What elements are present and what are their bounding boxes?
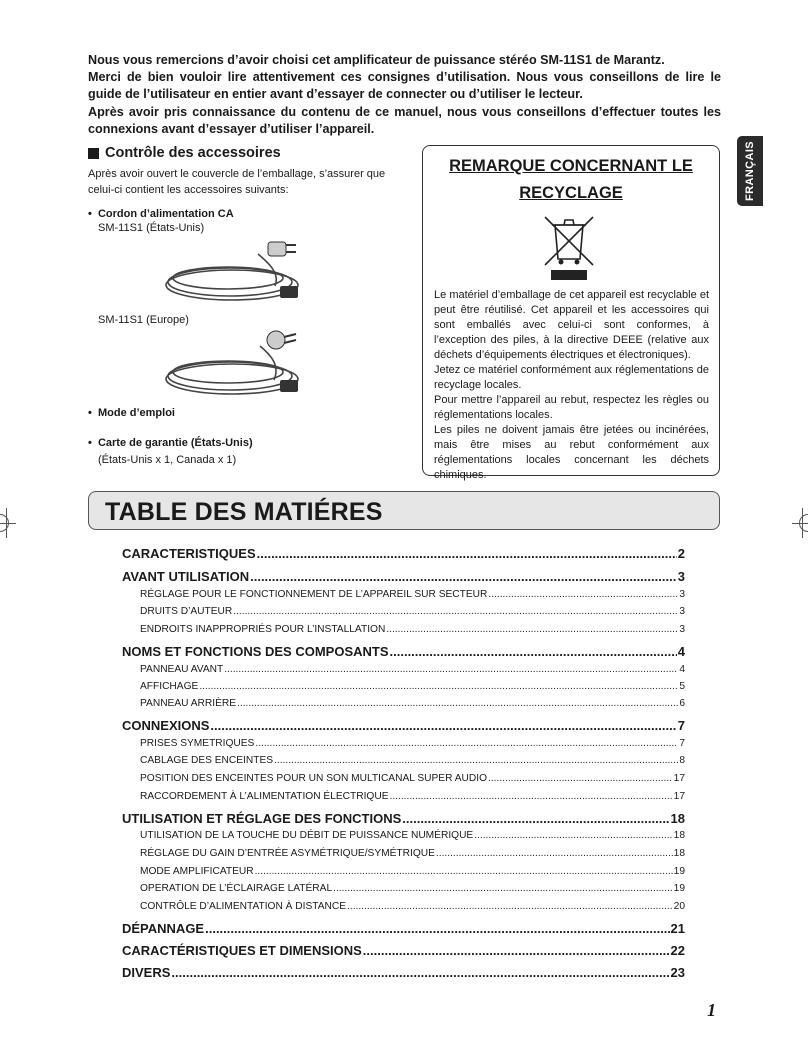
toc-leader bbox=[386, 624, 678, 635]
toc-entry-page: 4 bbox=[679, 664, 685, 675]
toc-entry-page: 18 bbox=[670, 811, 685, 826]
toc-subentry[interactable] bbox=[140, 755, 685, 766]
toc-entry-title: CABLAGE DES ENCEINTES bbox=[140, 755, 274, 766]
toc-leader bbox=[436, 848, 673, 859]
toc-subentry[interactable] bbox=[140, 883, 685, 894]
cord-eu-label: SM-11S1 (Europe) bbox=[98, 314, 189, 326]
square-bullet-icon bbox=[88, 148, 99, 159]
cord-us-label: SM-11S1 (États-Unis) bbox=[98, 222, 205, 234]
toc-subentry[interactable] bbox=[140, 901, 685, 912]
toc-leader bbox=[205, 921, 669, 936]
accessory-item: • Cordon d’alimentation CA bbox=[88, 208, 234, 220]
toc-leader bbox=[402, 811, 669, 826]
toc-entry-page: 20 bbox=[673, 901, 685, 912]
accessory-item-manual: • Mode d’emploi bbox=[88, 407, 175, 419]
manual-label: Mode d’emploi bbox=[97, 407, 175, 419]
accessories-section bbox=[88, 145, 398, 236]
toc-entry[interactable] bbox=[122, 965, 685, 980]
toc-entry-page: 23 bbox=[670, 965, 685, 980]
toc-subentry[interactable] bbox=[140, 866, 685, 877]
toc-entry-page: 5 bbox=[679, 681, 685, 692]
toc-entry-page: 19 bbox=[673, 883, 685, 894]
toc-subentry[interactable] bbox=[140, 791, 685, 802]
toc-entry-title: AFFICHAGE bbox=[140, 681, 199, 692]
toc-entry-page: 8 bbox=[679, 755, 685, 766]
toc-entry-title: DIVERS bbox=[122, 965, 171, 980]
recycling-notice-box bbox=[422, 145, 720, 481]
toc-leader bbox=[255, 866, 673, 877]
toc-leader bbox=[171, 965, 669, 980]
toc-entry-title: PANNEAU ARRIÈRE bbox=[140, 698, 237, 709]
toc-leader bbox=[474, 830, 672, 841]
toc-entry-title: PRISES SYMETRIQUES bbox=[140, 738, 255, 749]
toc-entry-title: OPERATION DE L’ÉCLAIRAGE LATÉRAL bbox=[140, 883, 333, 894]
toc-entry-page: 19 bbox=[673, 866, 685, 877]
toc-entry-page: 22 bbox=[670, 943, 685, 958]
toc-entry-title: POSITION DES ENCEINTES POUR UN SON MULTICANAL SUPER AUDIO bbox=[140, 773, 487, 784]
toc-entry-page: 3 bbox=[677, 569, 685, 584]
intro-paragraph: Après avoir pris connaissance du contenu de ce manuel, nous vous conseillons d’effectuer toutes les connexions avant d’essayer d’utiliser l’appareil. bbox=[88, 104, 721, 136]
language-tab-label: FRANÇAIS bbox=[744, 140, 756, 202]
power-cord-us-image bbox=[150, 234, 310, 306]
toc-header bbox=[88, 491, 720, 530]
toc-entry-page: 7 bbox=[677, 718, 685, 733]
toc-entry-title: ENDROITS INAPPROPRIÉS POUR L’INSTALLATION bbox=[140, 624, 386, 635]
page-number: 1 bbox=[707, 1000, 716, 1020]
cord-label: Cordon d’alimentation CA bbox=[97, 208, 234, 220]
toc-entry[interactable] bbox=[122, 546, 685, 561]
toc-entry[interactable] bbox=[122, 644, 685, 659]
toc-leader bbox=[199, 681, 678, 692]
toc-subentry[interactable] bbox=[140, 698, 685, 709]
toc-entry-title: CONTRÔLE D’ALIMENTATION À DISTANCE bbox=[140, 901, 347, 912]
intro-paragraph: Merci de bien vouloir lire attentivement ces consignes d’utilisation. Nous vous conseillons de lire le guide de l’utilisateur en entier avant d’essayer de connecter ou d’utiliser le lecteur. bbox=[88, 70, 721, 102]
accessories-title-text: Contrôle des accessoires bbox=[105, 145, 281, 161]
toc-leader bbox=[488, 773, 673, 784]
toc-subentry[interactable] bbox=[140, 681, 685, 692]
toc-entry[interactable] bbox=[122, 811, 685, 826]
recycling-body bbox=[434, 288, 709, 483]
toc-leader bbox=[237, 698, 678, 709]
toc-entry-title: PANNEAU AVANT bbox=[140, 664, 224, 675]
toc-entry-page: 3 bbox=[679, 606, 685, 617]
toc-entry-page: 17 bbox=[673, 791, 685, 802]
registration-mark-left-v bbox=[6, 508, 7, 538]
toc-entry-title: UTILISATION ET RÉGLAGE DES FONCTIONS bbox=[122, 811, 402, 826]
toc-subentry[interactable] bbox=[140, 738, 685, 749]
toc-entry-title: RACCORDEMENT À L’ALIMENTATION ÉLECTRIQUE bbox=[140, 791, 389, 802]
toc-subentry[interactable] bbox=[140, 664, 685, 675]
toc-entry-title: AVANT UTILISATION bbox=[122, 569, 250, 584]
recycling-paragraph: Le matériel d’emballage de cet appareil est recyclable et peut être réutilisé. Cet appareil et les accessoires qui sont emballés avec celui-ci sont conformes, à l’exception des piles, à la directive DEEE (relative aux déchets d’équipements électriques et électroniques). bbox=[434, 289, 709, 361]
toc-entry-page: 7 bbox=[679, 738, 685, 749]
toc-entry[interactable] bbox=[122, 718, 685, 733]
toc-leader bbox=[274, 755, 678, 766]
toc-entry-title: CONNEXIONS bbox=[122, 718, 210, 733]
accessories-title bbox=[88, 145, 398, 161]
toc-subentry[interactable] bbox=[140, 848, 685, 859]
accessory-item-warranty: • Carte de garantie (États-Unis) bbox=[88, 437, 253, 449]
weee-crossed-bin-icon bbox=[539, 213, 599, 283]
toc-leader bbox=[250, 569, 677, 584]
toc-entry-title: MODE AMPLIFICATEUR bbox=[140, 866, 254, 877]
toc-leader bbox=[390, 791, 673, 802]
recycling-paragraph: Jetez ce matériel conformément aux réglementations de recyclage locales. bbox=[434, 364, 709, 391]
toc-leader bbox=[224, 664, 678, 675]
toc-entry-page: 3 bbox=[679, 589, 685, 600]
toc-entry-page: 21 bbox=[670, 921, 685, 936]
accessories-intro: Après avoir ouvert le couvercle de l’emballage, s’assurer que celui-ci contient les accessoires suivants: bbox=[88, 168, 386, 196]
toc-entry-title: DÉPANNAGE bbox=[122, 921, 205, 936]
toc-entry-title: CARACTERISTIQUES bbox=[122, 546, 256, 561]
toc-leader bbox=[363, 943, 670, 958]
toc-entry-page: 2 bbox=[677, 546, 685, 561]
toc-leader bbox=[233, 606, 678, 617]
toc-leader bbox=[257, 546, 677, 561]
toc-entry-title: RÉGLAGE DU GAIN D’ENTRÉE ASYMÉTRIQUE/SYMÉTRIQUE bbox=[140, 848, 435, 859]
toc-entry-page: 3 bbox=[679, 624, 685, 635]
warranty-label: Carte de garantie (États-Unis) bbox=[97, 437, 253, 449]
registration-mark-right-v bbox=[802, 508, 803, 538]
toc-subentry[interactable] bbox=[140, 830, 685, 841]
toc-leader bbox=[255, 738, 678, 749]
registration-circle-left bbox=[0, 514, 9, 532]
intro-paragraph: Nous vous remercions d’avoir choisi cet amplificateur de puissance stéréo SM-11S1 de Marantz. bbox=[88, 53, 665, 67]
toc-entry[interactable] bbox=[122, 921, 685, 936]
toc-title: TABLE DES MATIÉRES bbox=[105, 498, 383, 526]
toc-leader bbox=[333, 883, 673, 894]
toc-entry-title: UTILISATION DE LA TOUCHE DU DÉBIT DE PUISSANCE NUMÉRIQUE bbox=[140, 830, 474, 841]
recycling-title-line2: RECYCLAGE bbox=[519, 184, 623, 202]
toc-entry-title: CARACTÉRISTIQUES ET DIMENSIONS bbox=[122, 943, 362, 958]
registration-circle-right bbox=[799, 514, 808, 532]
toc-entry-title: NOMS ET FONCTIONS DES COMPOSANTS bbox=[122, 644, 389, 659]
toc-entry-title: RÉGLAGE POUR LE FONCTIONNEMENT DE L’APPAREIL SUR SECTEUR bbox=[140, 589, 488, 600]
toc-leader bbox=[210, 718, 676, 733]
recycling-title-line1: REMARQUE CONCERNANT LE bbox=[449, 157, 693, 175]
toc-entry-title: DRUITS D’AUTEUR bbox=[140, 606, 233, 617]
recycling-paragraph: Les piles ne doivent jamais être jetées ou incinérées, mais être mises au rebut conformément aux réglementations locales concernant les déchets chimiques. bbox=[434, 424, 709, 481]
toc-entry-page: 4 bbox=[677, 644, 685, 659]
toc-subentry[interactable] bbox=[140, 773, 685, 784]
toc-leader bbox=[347, 901, 673, 912]
toc-leader bbox=[488, 589, 678, 600]
toc-entry-page: 18 bbox=[673, 848, 685, 859]
toc-leader bbox=[390, 644, 677, 659]
intro-text bbox=[88, 52, 721, 138]
toc-entry-page: 18 bbox=[673, 830, 685, 841]
toc-entry[interactable] bbox=[122, 569, 685, 584]
power-cord-eu-image bbox=[150, 326, 310, 398]
recycling-paragraph: Pour mettre l’appareil au rebut, respectez les règles ou réglementations locales. bbox=[434, 394, 709, 421]
toc-entry[interactable] bbox=[122, 943, 685, 958]
toc-entry-page: 17 bbox=[673, 773, 685, 784]
toc-subentry[interactable] bbox=[140, 624, 685, 635]
toc-entry-page: 6 bbox=[679, 698, 685, 709]
toc-subentry[interactable] bbox=[140, 606, 685, 617]
warranty-detail: (États-Unis x 1, Canada x 1) bbox=[98, 454, 237, 466]
toc-subentry[interactable] bbox=[140, 589, 685, 600]
language-tab bbox=[737, 136, 763, 206]
